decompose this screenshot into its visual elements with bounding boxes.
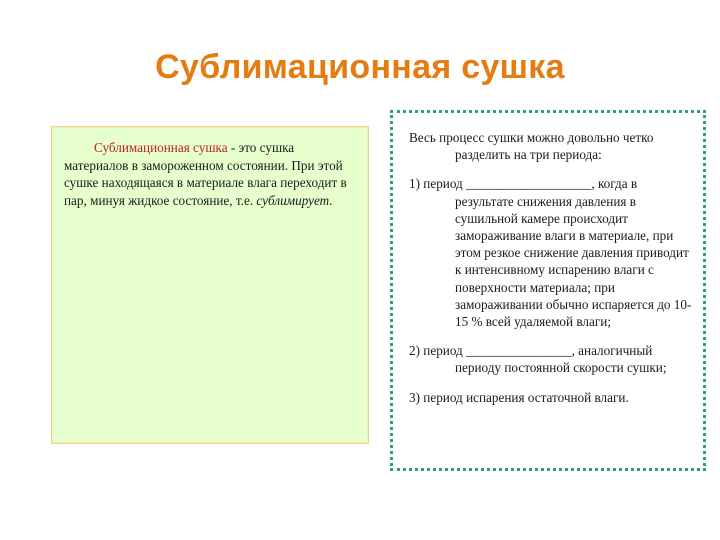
definition-body: - это сушка материалов в замороженном состоянии. При этой сушке находящаяся в материале влага переходит в пар, минуя жидкое состояние, т.е. <box>64 140 347 208</box>
definition-italic-term: сублимирует <box>256 192 330 208</box>
definition-end: . <box>329 192 333 208</box>
period-3: 3) период испарения остаточной влаги. <box>409 389 629 405</box>
definition-term: Сублимационная сушка <box>94 140 228 155</box>
periods-intro: Весь процесс сушки можно довольно четко разделить на три периода: <box>409 130 654 163</box>
period-1: 1) период ___________________, когда в результате снижения давления в сушильной камере происходит замораживание влаги в материале, при этом резкое снижение давления приводит к интенсивному испарению влаги с поверхности материала; при замораживании обычно испаряется до 10-15 % всей удаляемой влаги; <box>409 176 692 330</box>
slide-title: Сублимационная сушка <box>155 48 565 86</box>
definition-box <box>51 126 369 444</box>
periods-box <box>390 110 706 471</box>
definition-text <box>64 139 360 209</box>
period-2: 2) период ________________, аналогичный периоду постоянной скорости сушки; <box>409 343 667 376</box>
